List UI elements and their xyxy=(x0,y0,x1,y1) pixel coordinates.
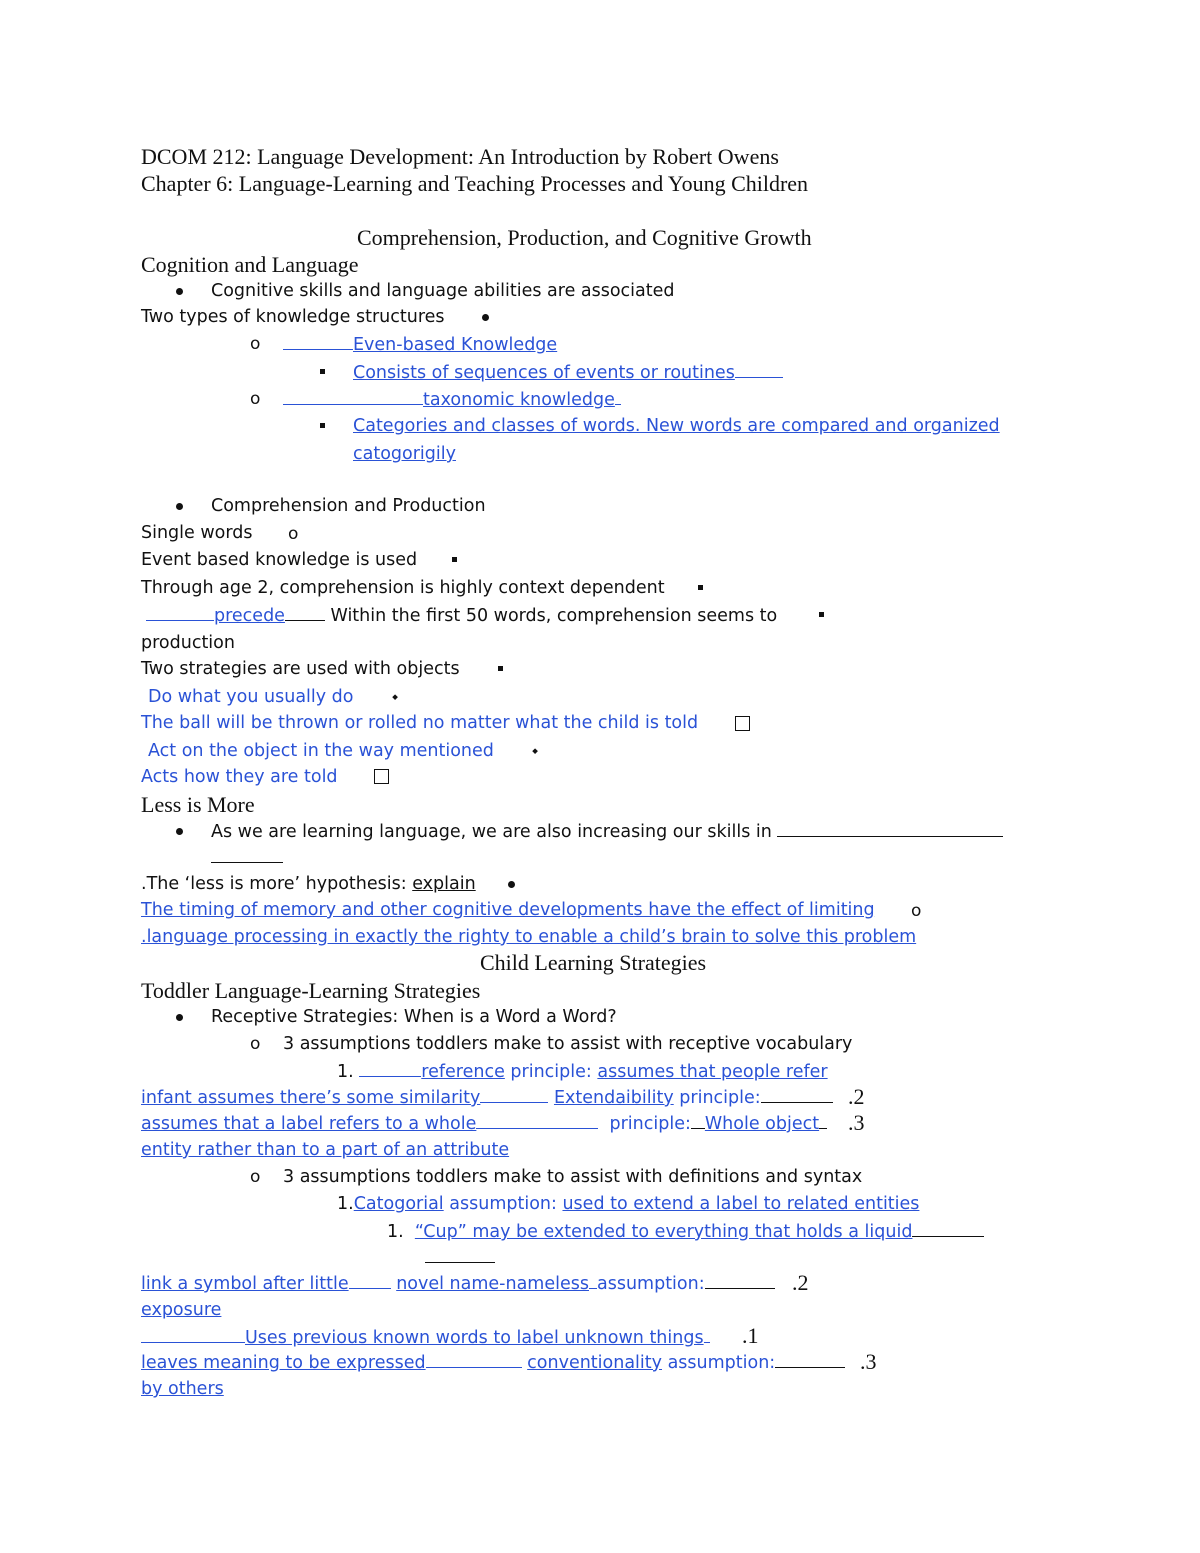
whole-object-def2: entity rather than to a part of an attribute xyxy=(141,1140,510,1160)
line-through-age-2: Through age 2, comprehension is highly context dependent xyxy=(141,578,665,598)
reference-def: assumes that people refer xyxy=(597,1062,828,1082)
line-production: production xyxy=(141,633,235,653)
conventionality-line xyxy=(141,1351,845,1374)
extendability-line xyxy=(141,1086,833,1109)
section-heading-child-learning: Child Learning Strategies xyxy=(480,950,707,975)
categorical-def: used to extend a label to related entities xyxy=(562,1194,920,1214)
hypothesis-text: .The ‘less is more’ hypothesis: xyxy=(141,874,407,894)
circle-bullet-icon: o xyxy=(250,334,261,354)
square-bullet-icon xyxy=(452,557,457,562)
bullet-comprehension-production: Comprehension and Production xyxy=(211,496,486,516)
novel-name-def2: exposure xyxy=(141,1300,222,1320)
strategy-do-usual: Do what you usually do xyxy=(148,687,354,707)
hypothesis-answer-line2: .language processing in exactly the righty to enable a child’s brain to solve this problem xyxy=(141,927,917,947)
reference-principle-label: principle: xyxy=(510,1062,592,1082)
novel-name-def: link a symbol after little xyxy=(141,1274,349,1294)
square-bullet-icon xyxy=(320,423,325,428)
precede-answer xyxy=(146,606,325,626)
doc-title-line2: Chapter 6: Language-Learning and Teaching Processes and Young Children xyxy=(141,171,809,196)
doc-title-line1: DCOM 212: Language Development: An Introduction by Robert Owens xyxy=(141,144,779,169)
conventionality-word: conventionality xyxy=(527,1353,662,1373)
bullet-dot-icon xyxy=(176,503,183,510)
cup-num: 1. xyxy=(387,1222,404,1242)
event-knowledge-def xyxy=(353,361,783,384)
line-two-strategies: Two strategies are used with objects xyxy=(141,659,460,679)
strategy-ball-thrown: The ball will be thrown or rolled no matter what the child is told xyxy=(141,713,699,733)
uses-previous-num: .1 xyxy=(742,1323,759,1348)
categorical-word: Catogorial xyxy=(353,1194,444,1214)
blank-continuation xyxy=(211,846,283,869)
reference-word: reference xyxy=(421,1062,505,1082)
circle-bullet-icon: o xyxy=(250,389,261,409)
circle-bullet-icon: o xyxy=(250,1034,261,1054)
receptive-assumptions: 3 assumptions toddlers make to assist with receptive vocabulary xyxy=(283,1034,853,1054)
taxonomic-knowledge-text: taxonomic knowledge xyxy=(423,390,615,410)
line-less-is-more-hypothesis xyxy=(141,873,476,895)
novel-name-assumption-label: assumption: xyxy=(596,1274,705,1294)
whole-object-line xyxy=(141,1112,827,1135)
extendability-principle-label: principle: xyxy=(679,1088,761,1108)
line-within-first-50 xyxy=(146,604,777,627)
novel-name-word: novel name-nameless xyxy=(396,1274,589,1294)
whole-object-num: .3 xyxy=(848,1110,865,1135)
square-bullet-icon xyxy=(320,369,325,374)
line-knowledge-structures: Two types of knowledge structures xyxy=(141,307,445,327)
checkbox-icon xyxy=(735,716,750,731)
checkbox-icon xyxy=(374,769,389,784)
bullet-receptive-strategies: Receptive Strategies: When is a Word a Word? xyxy=(211,1007,617,1027)
square-bullet-icon xyxy=(698,585,703,590)
subheading-toddler-strategies: Toddler Language-Learning Strategies xyxy=(141,978,481,1003)
novel-name-num: .2 xyxy=(792,1270,809,1295)
bullet-cognitive-skills: Cognitive skills and language abilities are associated xyxy=(211,281,675,301)
conventionality-num: .3 xyxy=(860,1349,877,1374)
extendability-word: Extendaibility xyxy=(553,1088,674,1108)
event-knowledge-text: Even-based Knowledge xyxy=(353,335,558,355)
extendability-def: infant assumes there’s some similarity xyxy=(141,1088,481,1108)
definition-assumptions: 3 assumptions toddlers make to assist with definitions and syntax xyxy=(283,1167,863,1187)
event-knowledge-answer xyxy=(283,333,557,356)
bullet-dot-icon xyxy=(176,828,183,835)
section-heading-comprehension: Comprehension, Production, and Cognitive Growth xyxy=(357,225,812,250)
conventionality-def2: by others xyxy=(141,1379,224,1399)
novel-name-line xyxy=(141,1272,775,1295)
circle-bullet-icon: o xyxy=(250,1167,261,1187)
reference-answer xyxy=(359,1062,505,1082)
strategy-acts-told: Acts how they are told xyxy=(141,767,338,787)
diamond-bullet-icon: ⬩ xyxy=(532,741,539,761)
strategy-act-on-object: Act on the object in the way mentioned xyxy=(148,741,494,761)
precede-text: precede xyxy=(214,606,285,626)
subheading-less-is-more: Less is More xyxy=(141,792,255,817)
bullet-dot-icon xyxy=(176,288,183,295)
whole-object-word: Whole object xyxy=(704,1114,820,1134)
circle-bullet-icon: o xyxy=(288,524,299,544)
uses-previous-line xyxy=(141,1326,710,1349)
bullet-dot-icon xyxy=(176,1014,183,1021)
conventionality-def: leaves meaning to be expressed xyxy=(141,1353,426,1373)
circle-bullet-icon: o xyxy=(911,901,922,921)
extendability-num: .2 xyxy=(848,1084,865,1109)
categorical-assumption-line xyxy=(337,1193,919,1215)
cup-blank-continuation xyxy=(425,1246,495,1269)
whole-object-def: assumes that a label refers to a whole xyxy=(141,1114,477,1134)
event-knowledge-def-text: Consists of sequences of events or routines xyxy=(353,363,735,383)
hypothesis-answer-line1: The timing of memory and other cognitive developments have the effect of limiting xyxy=(141,900,875,920)
whole-object-principle-label: principle: xyxy=(609,1114,691,1134)
conventionality-assumption-label: assumption: xyxy=(667,1353,776,1373)
within-text: Within the first 50 words, comprehension seems to xyxy=(330,606,778,626)
reference-principle-line xyxy=(337,1060,828,1083)
subheading-cognition: Cognition and Language xyxy=(141,252,359,277)
taxonomic-def-line1: Categories and classes of words. New words are compared and organized xyxy=(353,416,1000,436)
diamond-bullet-icon: ⬩ xyxy=(392,687,399,707)
uses-previous-def: Uses previous known words to label unknown things xyxy=(245,1328,704,1348)
bullet-dot-icon xyxy=(482,314,489,321)
taxonomic-knowledge-answer xyxy=(283,388,621,411)
line-event-based: Event based knowledge is used xyxy=(141,550,418,570)
line-single-words: Single words xyxy=(141,523,253,543)
bullet-increasing-skills xyxy=(211,820,1003,843)
cup-example: “Cup” may be extended to everything that holds a liquid xyxy=(414,1222,913,1242)
square-bullet-icon xyxy=(498,666,503,671)
reference-num: 1. xyxy=(337,1062,354,1082)
square-bullet-icon xyxy=(819,612,824,617)
increasing-skills-text: As we are learning language, we are also increasing our skills in xyxy=(211,822,772,842)
cup-example-line xyxy=(387,1220,984,1243)
taxonomic-def-line2: catogorigily xyxy=(353,444,456,464)
bullet-dot-icon xyxy=(508,881,515,888)
explain-text: explain xyxy=(412,874,476,894)
categorical-assumption-label: assumption: xyxy=(449,1194,557,1214)
categorical-num: 1. xyxy=(337,1194,354,1214)
